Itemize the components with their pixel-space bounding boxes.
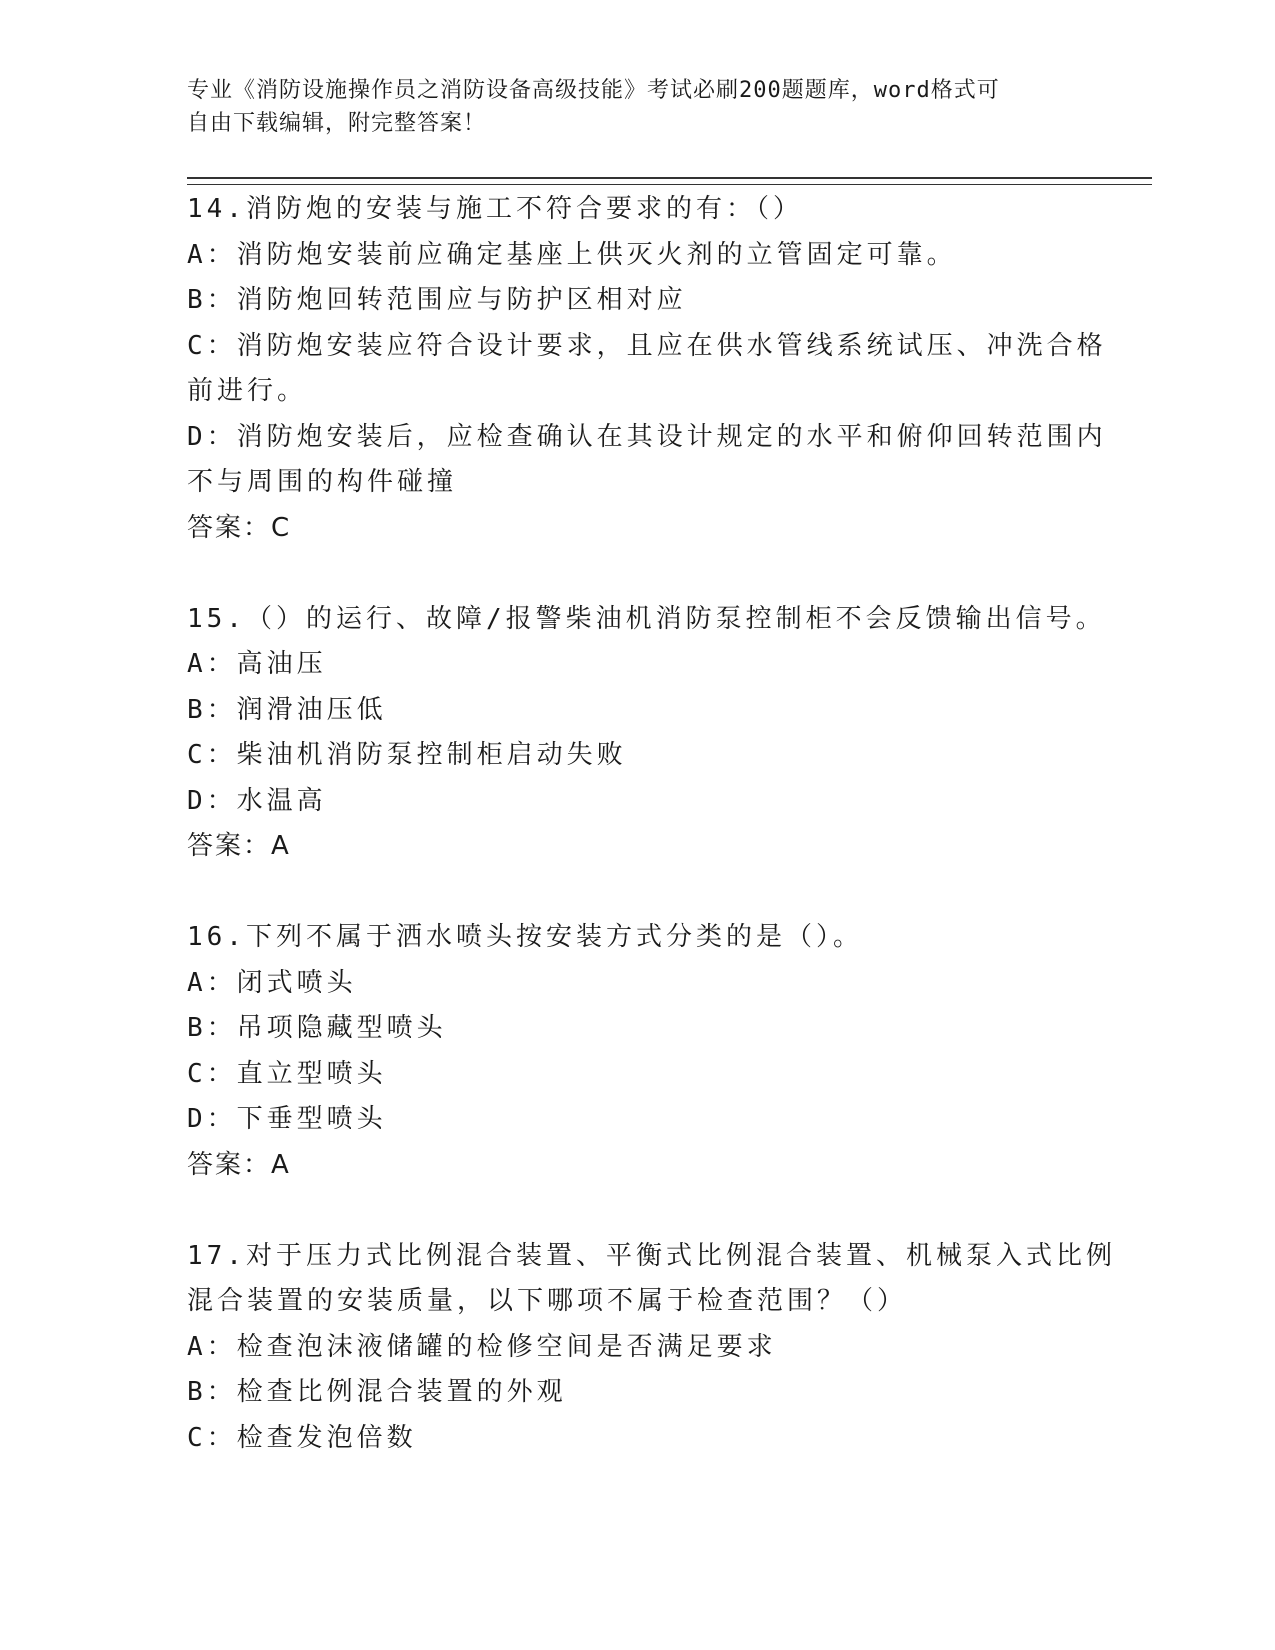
option-a: A：高油压 [187, 649, 327, 679]
option-c: C：消防炮安装应符合设计要求，且应在供水管线系统试压、冲洗合格 [187, 330, 1107, 361]
question-stem: 16.下列不属于洒水喷头按安装方式分类的是（）。 [187, 922, 863, 952]
answer: 答案：C [187, 512, 292, 543]
option-b: B：检查比例混合装置的外观 [187, 1377, 567, 1407]
option-c: C：检查发泡倍数 [187, 1422, 417, 1453]
option-a: A：检查泡沫液储罐的检修空间是否满足要求 [187, 1331, 777, 1362]
option-b: B：消防炮回转范围应与防护区相对应 [187, 285, 687, 315]
header-line: 自由下载编辑，附完整答案！ [187, 111, 487, 136]
option-c-continued: 前进行。 [187, 376, 308, 406]
option-d: D：水温高 [187, 785, 327, 816]
option-c: C：直立型喷头 [187, 1058, 387, 1089]
question-block [187, 915, 1087, 1188]
option-b: B：润滑油压低 [187, 694, 387, 725]
option-d: D：消防炮安装后，应检查确认在其设计规定的水平和俯仰回转范围内 [187, 421, 1107, 452]
question-block [187, 597, 1106, 870]
header-line: 专业《消防设施操作员之消防设备高级技能》考试必刷200题题库，word格式可 [187, 78, 1000, 103]
option-a: A：闭式喷头 [187, 967, 357, 998]
option-b: B：吊项隐藏型喷头 [187, 1013, 447, 1043]
question-stem: 14.消防炮的安装与施工不符合要求的有：（） [187, 194, 803, 224]
header-divider [187, 177, 1152, 185]
question-stem-continued: 混合装置的安装质量，以下哪项不属于检查范围？（） [187, 1286, 908, 1316]
question-stem: 17.对于压力式比例混合装置、平衡式比例混合装置、机械泵入式比例 [187, 1240, 1116, 1271]
question-stem: 15.（）的运行、故障/报警柴油机消防泵控制柜不会反馈输出信号。 [187, 603, 1106, 634]
question-gap [187, 551, 1087, 597]
option-d: D：下垂型喷头 [187, 1104, 387, 1134]
option-c: C：柴油机消防泵控制柜启动失败 [187, 740, 627, 770]
question-block [187, 1234, 1116, 1462]
question-gap [187, 870, 1087, 916]
document-header [187, 74, 1067, 140]
option-d-continued: 不与周围的构件碰撞 [187, 467, 458, 497]
answer: 答案：A [187, 831, 291, 861]
question-list [187, 187, 1116, 1461]
answer: 答案：A [187, 1149, 291, 1180]
question-block [187, 187, 1107, 551]
question-gap [187, 1188, 1087, 1234]
option-a: A：消防炮安装前应确定基座上供灭火剂的立管固定可靠。 [187, 239, 957, 270]
